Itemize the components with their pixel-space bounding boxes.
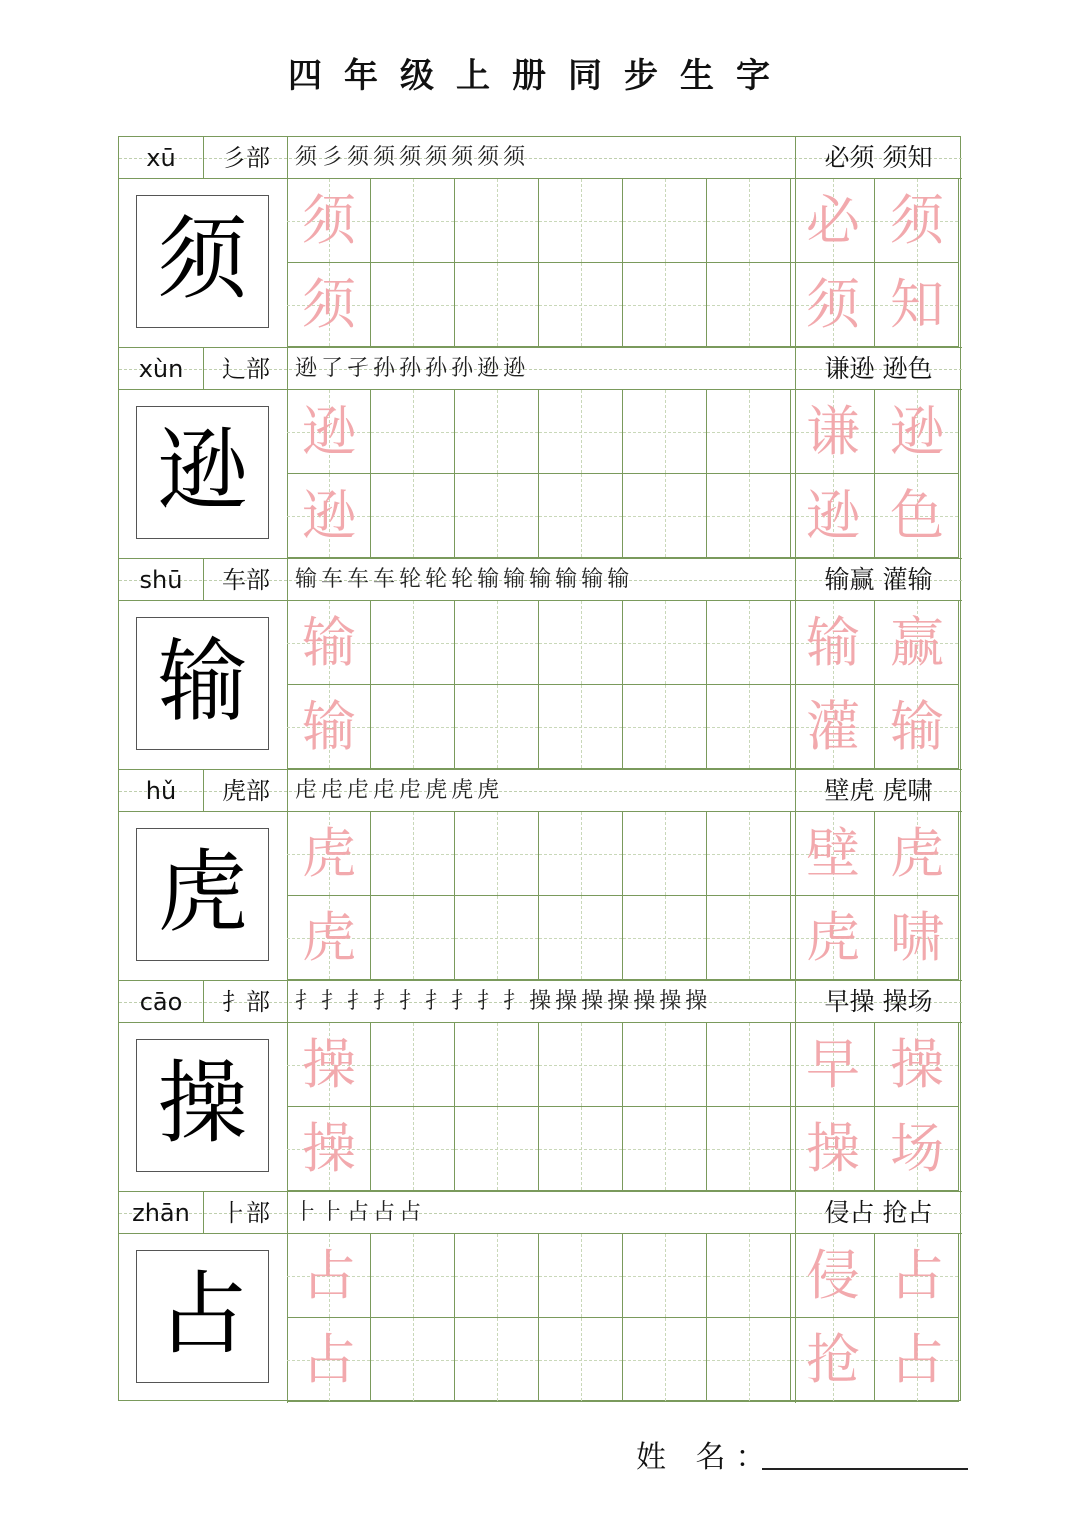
practice-cell[interactable] (707, 812, 791, 896)
stroke-order-sequence (295, 981, 791, 1023)
trace-character: 占 (302, 1328, 356, 1391)
practice-cell[interactable] (287, 1023, 371, 1107)
practice-cell[interactable] (707, 1318, 791, 1402)
model-character: 须 (136, 195, 269, 328)
character-header-row (119, 348, 962, 390)
stroke-step: 输 (607, 567, 630, 592)
trace-character: 须 (302, 273, 356, 336)
character-block (119, 770, 962, 981)
stroke-step: 须 (347, 145, 370, 170)
example-words: 输赢 灌输 (824, 565, 933, 594)
stroke-step: 轮 (425, 567, 448, 592)
practice-cell[interactable] (287, 263, 371, 347)
model-character: 逊 (136, 406, 269, 539)
trace-character: 占 (890, 1328, 944, 1391)
trace-character: 抢 (806, 1328, 860, 1391)
practice-cell[interactable] (371, 1023, 455, 1107)
stroke-step: 孑 (347, 356, 370, 381)
practice-cell[interactable] (371, 812, 455, 896)
practice-cell[interactable] (623, 1107, 707, 1191)
trace-character: 逊 (302, 484, 356, 547)
name-blank-line[interactable] (762, 1468, 968, 1470)
stroke-step: 输 (529, 567, 552, 592)
stroke-order-sequence (295, 1192, 791, 1234)
practice-cell[interactable] (623, 685, 707, 769)
trace-character: 虎 (806, 906, 860, 969)
pinyin-label: xùn (138, 355, 184, 383)
example-words: 壁虎 虎啸 (824, 776, 933, 805)
trace-character: 色 (890, 484, 944, 547)
stroke-step: 轮 (399, 567, 422, 592)
stroke-step: 操 (529, 989, 552, 1014)
practice-cells (287, 390, 962, 559)
practice-cell[interactable] (455, 812, 539, 896)
trace-character: 啸 (890, 906, 944, 969)
stroke-step: 扌 (399, 989, 422, 1014)
stroke-step: 虎 (451, 778, 474, 803)
practice-cells (287, 1234, 962, 1403)
practice-cell[interactable] (371, 1234, 455, 1318)
trace-character: 壁 (806, 822, 860, 885)
practice-cell[interactable] (371, 1318, 455, 1402)
pinyin-label: shū (139, 566, 183, 594)
example-words: 侵占 抢占 (824, 1198, 933, 1227)
word-trace-cell[interactable] (791, 474, 875, 558)
word-trace-cell[interactable] (875, 812, 959, 896)
word-trace-cell[interactable] (791, 179, 875, 263)
word-trace-cell[interactable] (875, 896, 959, 980)
word-trace-cell[interactable] (875, 1107, 959, 1191)
stroke-step: 轮 (451, 567, 474, 592)
practice-cell[interactable] (287, 179, 371, 263)
practice-cell[interactable] (539, 812, 623, 896)
stroke-step: 虍 (295, 778, 318, 803)
word-trace-cell[interactable] (875, 390, 959, 474)
character-header-row (119, 770, 962, 812)
stroke-step: 输 (295, 567, 318, 592)
word-trace-cell[interactable] (875, 263, 959, 347)
word-trace-cell[interactable] (791, 1234, 875, 1318)
trace-character: 操 (302, 1117, 356, 1180)
practice-cell[interactable] (371, 263, 455, 347)
trace-character: 虎 (890, 822, 944, 885)
stroke-step: 虎 (425, 778, 448, 803)
practice-cell[interactable] (371, 896, 455, 980)
practice-cell[interactable] (623, 263, 707, 347)
practice-cell[interactable] (539, 263, 623, 347)
practice-cell[interactable] (455, 601, 539, 685)
trace-character: 知 (890, 273, 944, 336)
practice-cell[interactable] (707, 390, 791, 474)
stroke-step: 须 (425, 145, 448, 170)
trace-character: 侵 (806, 1244, 860, 1307)
stroke-step: 孙 (451, 356, 474, 381)
stroke-order-sequence (295, 559, 791, 601)
practice-cell[interactable] (623, 1023, 707, 1107)
character-block (119, 1192, 962, 1403)
trace-character: 逊 (806, 484, 860, 547)
trace-character: 早 (806, 1033, 860, 1096)
stroke-step: 须 (451, 145, 474, 170)
example-words: 必须 须知 (824, 143, 933, 172)
practice-cell[interactable] (707, 263, 791, 347)
practice-cell[interactable] (371, 474, 455, 558)
stroke-step: 输 (581, 567, 604, 592)
word-trace-cell[interactable] (791, 685, 875, 769)
practice-cell[interactable] (539, 601, 623, 685)
practice-cells (287, 1023, 962, 1192)
stroke-step: 逊 (295, 356, 318, 381)
example-words: 谦逊 逊色 (824, 354, 933, 383)
trace-character: 须 (890, 189, 944, 252)
stroke-step: 孙 (399, 356, 422, 381)
practice-cell[interactable] (539, 390, 623, 474)
radical-label: ⺊部 (222, 1199, 270, 1227)
practice-cell[interactable] (455, 1107, 539, 1191)
example-words: 早操 操场 (824, 987, 933, 1016)
practice-cell[interactable] (539, 1023, 623, 1107)
stroke-step: 占 (347, 1200, 370, 1225)
trace-character: 占 (890, 1244, 944, 1307)
stroke-step: 操 (555, 989, 578, 1014)
practice-cell[interactable] (287, 601, 371, 685)
trace-character: 操 (890, 1033, 944, 1096)
word-trace-cell[interactable] (791, 263, 875, 347)
stroke-step: 虍 (347, 778, 370, 803)
practice-cell[interactable] (623, 179, 707, 263)
practice-cell[interactable] (707, 601, 791, 685)
trace-character: 操 (302, 1033, 356, 1096)
stroke-step: 车 (373, 567, 396, 592)
word-trace-cell[interactable] (791, 601, 875, 685)
practice-cell[interactable] (623, 390, 707, 474)
practice-cell[interactable] (623, 812, 707, 896)
practice-cell[interactable] (455, 1318, 539, 1402)
model-character: 输 (136, 617, 269, 750)
word-trace-cell[interactable] (791, 1318, 875, 1402)
practice-cell[interactable] (707, 179, 791, 263)
trace-character: 须 (806, 273, 860, 336)
stroke-step: 扌 (373, 989, 396, 1014)
stroke-step: 彡 (321, 145, 344, 170)
practice-cell[interactable] (539, 685, 623, 769)
practice-cell[interactable] (707, 685, 791, 769)
practice-cell[interactable] (371, 1107, 455, 1191)
stroke-step: 须 (399, 145, 422, 170)
stroke-step: 操 (607, 989, 630, 1014)
practice-cell[interactable] (287, 390, 371, 474)
stroke-step: 操 (685, 989, 708, 1014)
practice-grid-sheet (118, 136, 961, 1401)
stroke-step: 操 (581, 989, 604, 1014)
practice-cell[interactable] (455, 896, 539, 980)
stroke-step: 车 (321, 567, 344, 592)
practice-cells (287, 179, 962, 348)
model-character: 虎 (136, 828, 269, 961)
trace-character: 虎 (302, 822, 356, 885)
stroke-step: 扌 (295, 989, 318, 1014)
word-trace-cell[interactable] (791, 896, 875, 980)
practice-cells (287, 812, 962, 981)
practice-cell[interactable] (455, 1023, 539, 1107)
stroke-step: 扌 (425, 989, 448, 1014)
practice-cells (287, 601, 962, 770)
trace-character: 占 (302, 1244, 356, 1307)
trace-character: 虎 (302, 906, 356, 969)
radical-label: 彡部 (222, 144, 270, 172)
character-header-row (119, 981, 962, 1023)
stroke-step: 虍 (373, 778, 396, 803)
character-block (119, 981, 962, 1192)
trace-character: 须 (302, 189, 356, 252)
trace-character: 灌 (806, 695, 860, 758)
word-trace-cell[interactable] (875, 1023, 959, 1107)
character-header-row (119, 137, 962, 179)
practice-cell[interactable] (539, 1107, 623, 1191)
stroke-step: 操 (659, 989, 682, 1014)
trace-character: 赢 (890, 611, 944, 674)
practice-cell[interactable] (455, 1234, 539, 1318)
word-trace-cell[interactable] (875, 685, 959, 769)
radical-label: 车部 (222, 566, 270, 594)
stroke-step: 扌 (347, 989, 370, 1014)
stroke-step: 操 (633, 989, 656, 1014)
practice-cell[interactable] (455, 474, 539, 558)
name-label: 姓 名： (636, 1440, 776, 1475)
trace-character: 输 (302, 611, 356, 674)
stroke-step: 须 (503, 145, 526, 170)
character-header-row (119, 559, 962, 601)
radical-label: 辶部 (222, 355, 270, 383)
stroke-step: 孙 (373, 356, 396, 381)
practice-cell[interactable] (371, 390, 455, 474)
practice-cell[interactable] (287, 474, 371, 558)
word-trace-cell[interactable] (791, 1023, 875, 1107)
character-block (119, 137, 962, 348)
word-trace-cell[interactable] (875, 1318, 959, 1402)
stroke-step: 占 (373, 1200, 396, 1225)
stroke-step: 须 (373, 145, 396, 170)
stroke-step: 虎 (477, 778, 500, 803)
stroke-step: 逊 (503, 356, 526, 381)
stroke-step: 扌 (477, 989, 500, 1014)
practice-cell[interactable] (455, 179, 539, 263)
practice-cell[interactable] (623, 474, 707, 558)
stroke-step: 输 (555, 567, 578, 592)
character-block (119, 348, 962, 559)
practice-cell[interactable] (623, 1234, 707, 1318)
practice-cell[interactable] (623, 896, 707, 980)
stroke-step: 孙 (425, 356, 448, 381)
stroke-step: 扌 (321, 989, 344, 1014)
radical-label: 扌部 (222, 988, 270, 1016)
practice-cell[interactable] (707, 1107, 791, 1191)
trace-character: 操 (806, 1117, 860, 1180)
worksheet-title: 四年级上册同步生字 (288, 56, 792, 96)
practice-cell[interactable] (287, 812, 371, 896)
pinyin-label: xū (146, 144, 176, 172)
pinyin-label: cāo (139, 988, 183, 1016)
trace-character: 输 (890, 695, 944, 758)
trace-character: 输 (806, 611, 860, 674)
stroke-order-sequence (295, 137, 791, 179)
character-block (119, 559, 962, 770)
practice-cell[interactable] (287, 685, 371, 769)
practice-cell[interactable] (371, 685, 455, 769)
stroke-step: 车 (347, 567, 370, 592)
practice-cell[interactable] (455, 263, 539, 347)
practice-cell[interactable] (707, 1023, 791, 1107)
practice-cell[interactable] (371, 179, 455, 263)
practice-cell[interactable] (539, 179, 623, 263)
practice-cell[interactable] (707, 896, 791, 980)
practice-cell[interactable] (707, 474, 791, 558)
trace-character: 场 (890, 1117, 944, 1180)
trace-character: 逊 (302, 400, 356, 463)
trace-character: 输 (302, 695, 356, 758)
stroke-step: 虍 (399, 778, 422, 803)
stroke-step: 扌 (451, 989, 474, 1014)
practice-cell[interactable] (287, 896, 371, 980)
stroke-step: 虍 (321, 778, 344, 803)
stroke-step: 了 (321, 356, 344, 381)
stroke-step: ⺊ (321, 1200, 344, 1225)
stroke-step: 扌 (503, 989, 526, 1014)
trace-character: 谦 (806, 400, 860, 463)
practice-cell[interactable] (287, 1234, 371, 1318)
practice-cell[interactable] (539, 1318, 623, 1402)
word-trace-cell[interactable] (791, 390, 875, 474)
practice-cell[interactable] (287, 1318, 371, 1402)
practice-cell[interactable] (539, 1234, 623, 1318)
practice-cell[interactable] (287, 1107, 371, 1191)
word-trace-cell[interactable] (875, 474, 959, 558)
word-trace-cell[interactable] (875, 179, 959, 263)
model-character: 操 (136, 1039, 269, 1172)
practice-cell[interactable] (539, 474, 623, 558)
radical-label: 虎部 (222, 777, 270, 805)
pinyin-label: hǔ (145, 777, 177, 805)
stroke-step: 须 (295, 145, 318, 170)
stroke-order-sequence (295, 348, 791, 390)
stroke-step: 占 (399, 1200, 422, 1225)
practice-cell[interactable] (707, 1234, 791, 1318)
stroke-step: 逊 (477, 356, 500, 381)
stroke-step: 须 (477, 145, 500, 170)
word-trace-cell[interactable] (791, 1107, 875, 1191)
trace-character: 必 (806, 189, 860, 252)
pinyin-label: zhān (132, 1199, 190, 1227)
stroke-step: ⺊ (295, 1200, 318, 1225)
model-character: 占 (136, 1250, 269, 1383)
word-trace-cell[interactable] (791, 812, 875, 896)
word-trace-cell[interactable] (875, 601, 959, 685)
practice-cell[interactable] (371, 601, 455, 685)
character-header-row (119, 1192, 962, 1234)
practice-cell[interactable] (623, 1318, 707, 1402)
trace-character: 逊 (890, 400, 944, 463)
practice-cell[interactable] (455, 390, 539, 474)
practice-cell[interactable] (455, 685, 539, 769)
stroke-order-sequence (295, 770, 791, 812)
stroke-step: 输 (503, 567, 526, 592)
practice-cell[interactable] (539, 896, 623, 980)
word-trace-cell[interactable] (875, 1234, 959, 1318)
stroke-step: 输 (477, 567, 500, 592)
practice-cell[interactable] (623, 601, 707, 685)
